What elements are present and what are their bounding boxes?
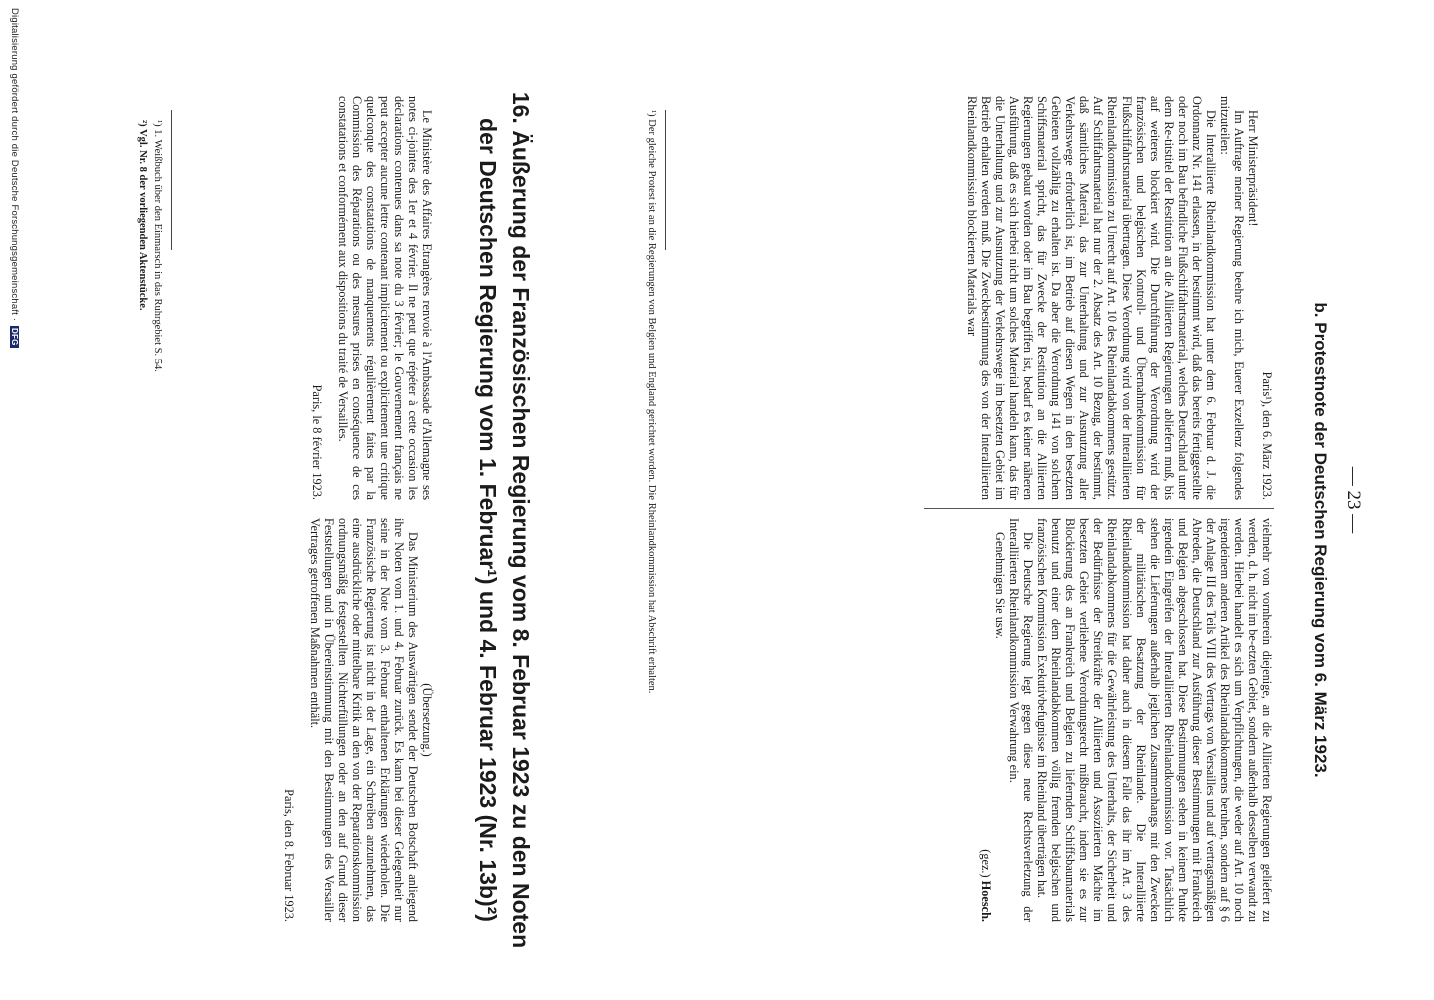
french-column <box>310 96 434 500</box>
dfg-logo: DFG <box>10 328 19 346</box>
signature-name: Hoesch. <box>979 880 994 922</box>
footnote-rule <box>665 110 666 250</box>
paragraph: Im Auftrage meiner Regierung beehre ich mich, Euerer Exzellenz folgendes mitzuteilen: <box>1217 96 1246 500</box>
footnote: ¹) 1. Weißbuch über den Einmarsch in das Ruhrgebiet S. 54. <box>152 120 163 372</box>
column-divider <box>924 508 1274 509</box>
german-date: Paris, den 8. Februar 1923. <box>281 789 296 922</box>
section-16-heading <box>471 70 537 970</box>
french-date: Paris, le 8 février 1923. <box>309 384 324 500</box>
heading-line: 16. Äußerung der Französischen Regierung vom 8. Februar 1923 zu den Noten <box>508 91 534 949</box>
signature <box>979 518 993 922</box>
heading-line: der Deutschen Regierung vom 1. Februar¹) und 4. Februar 1923 (Nr. 13b)²) <box>475 118 501 922</box>
signature-prefix: (gez.) <box>979 849 994 878</box>
digitization-credit: Digitalisierung gefördert durch die Deutsche Forschungsgemeinschaft · DFG <box>9 8 20 346</box>
closing: Genehmigen Sie usw. <box>993 532 1008 639</box>
paragraph: Die Interalliierte Rheinlandkommission hat unter dem 6. Februar d. J. die Ordonnanz Nr. 141 erlassen, in der bestimmt wird, daß das bereits fertiggestellte oder noch im Bau befindliche Flußschiffahrtsmaterial, welches Deutschland unter dem Re-titstitel der Restitution an die Alliierten Regierungen abliefern muß, bis auf weiteres blockiert wird. Die Durchführung der Verordnung wird der französischen und belgischen Kontroll- und Übernahmekommission für Flußschiffahrtsmaterial übertragen. Diese Verordnung wird von der Interalliierten Rheinlandkommission zu Unrecht auf Art. 10 des Rheinlandabkommens gestützt. Auf Schiffahrtsmaterial hat nur der 2. Absatz des Art. 10 Bezug, der bestimmt, daß sämtliches Material, das zur Unterhaltung und zur Ausnutzung aller Verkehrswege erforderlich ist, im Betrieb auf diesen Wegen in den besetzten Gebieten vollzählig zu erhalten ist. Da aber die Verordnung 141 von solchem Schiffsmaterial spricht, das für Zwecke der Restitution an die Alliierten Regierungen gebaut worden oder im Bau begriffen ist, bedarf es keiner näheren Ausführung, daß es sich hierbei nicht um solches Material handeln kann, das für die Unterhaltung und zur Ausnutzung der Verkehrswege im besetzten Gebiet im Betrieb erhalten werden muß. Die Zweckbestimmung des von der Interalliierten Rheinlandkommission blockierten Materials war <box>965 96 1218 500</box>
dateline: Paris¹), den 6. März 1923. <box>1260 371 1274 500</box>
footnote: ²) Vgl. Nr. 8 der vorliegenden Aktenstücke. <box>137 120 148 311</box>
translation-label: (Übersetzung.) <box>420 683 434 757</box>
salutation: Herr Ministerpräsident! <box>1245 110 1260 227</box>
footnote-rule <box>171 110 172 250</box>
german-column <box>282 518 434 922</box>
credit-text: Digitalisierung gefördert durch die Deutsche Forschungsgemeinschaft <box>9 8 20 315</box>
section-b-right-column <box>979 518 1274 922</box>
footnote: ¹) Der gleiche Protest ist an die Regierungen von Belgien und England gerichtet worden. Die Rheinlandkommission hat Abschrift erhalten. <box>646 110 657 694</box>
french-text: Le Ministère des Affaires Etrangères renvoie à l'Ambassade d'Allemagne ses notes ci-jointes des 1er et 4 février. Il ne peut que répéter à cette occasion les déclarations contenues dans sa note du 3 février; le Gouvernement français ne peut accepter aucune lettre contenant implicitement ou explicitement une critique quelconque des constatations de manquements régulièrement faites par la Commission des Réparations ou des mesures prises en conséquence de ces constatations et conformément aux dispositions du traité de Versailles. <box>335 96 434 500</box>
page-number: — 23 — <box>1343 466 1364 534</box>
paragraph: vielmehr von vornherein diejenige, an die Alliierten Regierungen geliefert zu werden, d. h. nicht im be-etzten Gebiet, sondern außerhalb desselben verwandt zu werden. Hierbei handelt es sich um Verpflichtungen, die weder auf Art. 10 noch irgendeinem anderen Artikel des Rheinlandabkommens beruhen, sondern auf § 6 der Anlage III des Teils VIII des Vertrags von Versailles und auf vertragsmäßigen Abreden, die Deutschland zur Ausführung dieser Bestimmungen mit Frankreich und Belgien abgeschlossen hat. Diese Bestimmungen sehen in keinem Punkte irgendein Eingreifen der Interalliierten Rheinlandkommission vor. Tatsächlich stehen die Lieferungen außerhalb jeglichen Zusammenhangs mit den Zwecken der militärischen Besatzung der Rheinlande. Die Interalliierte Rheinlandkommission hat daher auch in diesem Falle das ihr im Art. 3 des Rheinlandabkommens für die Gewährleistung des Unterhalts, der Sicherheit und der Bedürfnisse der Streitkräfte der Alliierten und Assoziierten Mächte im besetzten Gebiet verliehene Verordnungsrecht mißbraucht, indem sie es zur Blockierung des an Frankreich und Belgien zu liefernden Schiffsbaumaterials benutzt und einer dem Rheinlandabkommen völlig fremden belgischen und französischen Kommission Exekutivbefugnisse im Rheinland überträgen hat. <box>1035 518 1274 922</box>
paragraph: Die Deutsche Regierung legt gegen diese neue Rechtsverletzung der Interalliierten Rheinlandkommission Verwahrung ein. <box>1007 518 1036 922</box>
german-text: Das Ministerium des Auswärtigen sendet der Deutschen Botschaft anliegend ihre Noten vom 1. und 4. Februar zurück. Es kann bei dieser Gelegenheit nur seine in der Note vom 3. Februar enthaltenen Erklärungen wiederholen. Die Französische Regierung ist nicht in der Lage, ein Schreiben anzunehmen, das eine ausdrückliche oder mittelbare Kritik an den von der Reparationskommission ordnungsmäßig festgestellten Nichterfüllungen oder an den auf Grund dieser Feststellungen und in Übereinstimmung mit den Bestimmungen des Versailler Vertrages getroffenen Maßnahmen enthält. <box>307 518 420 922</box>
section-b-heading: b. Protestnote der Deutschen Regierung vom 6. März 1923. <box>1311 302 1330 778</box>
section-b-left-column <box>965 96 1274 500</box>
